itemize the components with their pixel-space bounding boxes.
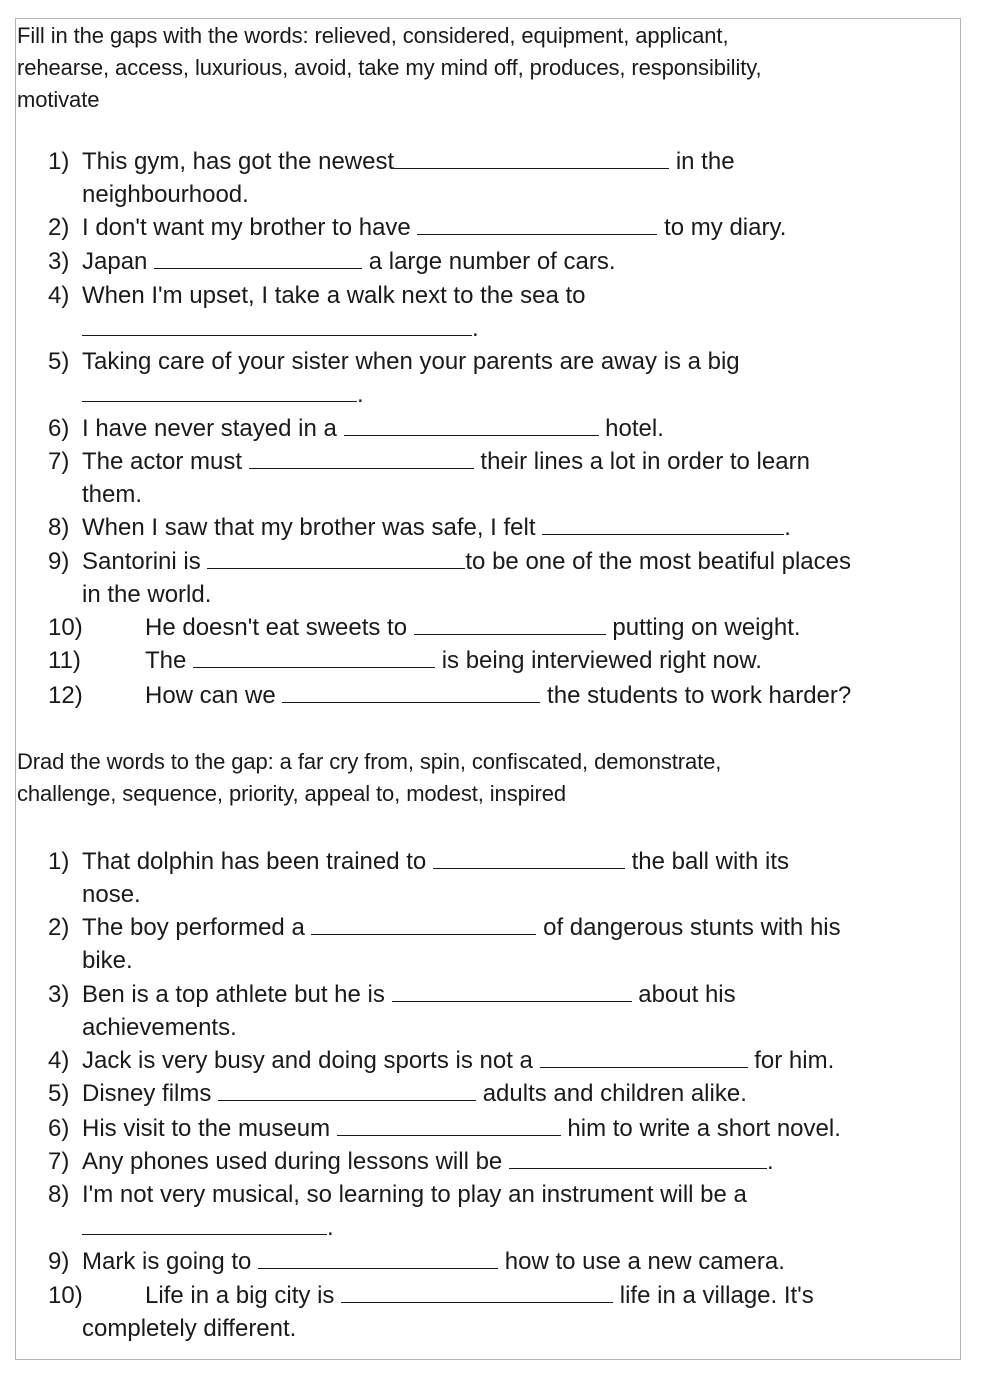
answer-gap[interactable] — [82, 313, 472, 336]
section2-instruction: Drad the words to the gap: a far cry from, spin, confiscated, demonstrate, challenge, sequence, priority, appeal to, modest, inspired — [17, 749, 722, 806]
answer-gap[interactable] — [433, 846, 625, 869]
answer-gap[interactable] — [282, 680, 540, 703]
answer-gap[interactable] — [311, 912, 536, 935]
answer-gap[interactable] — [542, 512, 784, 535]
answer-gap[interactable] — [509, 1146, 767, 1169]
answer-gap[interactable] — [344, 413, 599, 436]
answer-gap[interactable] — [341, 1280, 613, 1303]
answer-gap[interactable] — [82, 379, 357, 402]
answer-gap[interactable] — [193, 645, 435, 668]
answer-gap[interactable] — [392, 979, 632, 1002]
answer-gap[interactable] — [540, 1045, 748, 1068]
answer-gap[interactable] — [417, 212, 657, 235]
answer-gap[interactable] — [258, 1246, 498, 1269]
answer-gap[interactable] — [394, 146, 669, 169]
answer-gap[interactable] — [337, 1113, 561, 1136]
section1-instruction: Fill in the gaps with the words: relieved, considered, equipment, applicant, rehearse, access, luxurious, avoid, take my mind off, produces, responsibility, motivate — [17, 23, 762, 112]
answer-gap[interactable] — [82, 1212, 327, 1235]
answer-gap[interactable] — [218, 1078, 476, 1101]
answer-gap[interactable] — [414, 612, 606, 635]
answer-gap[interactable] — [207, 546, 465, 569]
answer-gap[interactable] — [154, 246, 362, 269]
answer-gap[interactable] — [249, 446, 474, 469]
